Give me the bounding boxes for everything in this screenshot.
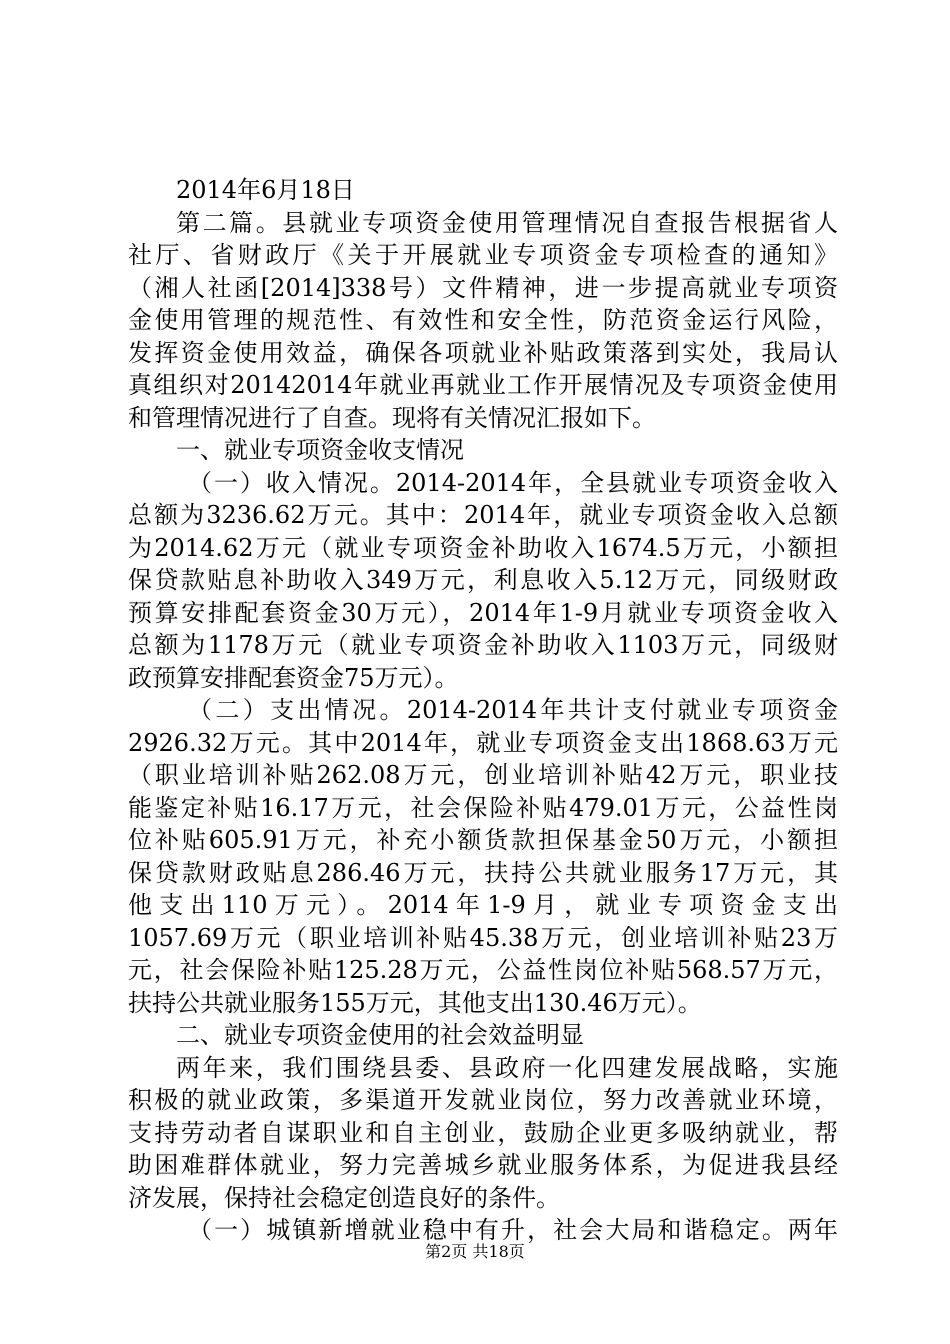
text-line: 两年来，我们围绕县委、县政府一化四建发展战略，实施: [176, 1053, 838, 1082]
text-line: 1057.69万元（职业培训补贴45.38万元，创业培训补贴23万: [128, 923, 838, 952]
text-line: 总额为3236.62万元。其中：2014年，就业专项资金收入总额: [128, 501, 838, 529]
text-line: 济发展，保持社会稳定创造良好的条件。: [128, 1183, 560, 1212]
text-line: 二、就业专项资金使用的社会效益明显: [176, 1021, 584, 1049]
text-line: 和管理情况进行了自查。现将有关情况汇报如下。: [128, 403, 656, 432]
text-line: 为2014.62万元（就业专项资金补助收入1674.5万元，小额担: [128, 533, 838, 562]
text-line: 第二篇。县就业专项资金使用管理情况自查报告根据省人: [176, 208, 838, 237]
text-line: 预算安排配套资金30万元），2014年1-9月就业专项资金收入: [128, 598, 838, 627]
text-line: 社厅、省财政厅《关于开展就业专项资金专项检查的通知》: [128, 241, 838, 269]
text-line: 支持劳动者自谋职业和自主创业，鼓励企业更多吸纳就业，帮: [128, 1118, 838, 1147]
text-line: 2926.32万元。其中2014年，就业专项资金支出1868.63万元: [128, 728, 838, 757]
text-line: 发挥资金使用效益，确保各项就业补贴政策落到实处，我局认: [128, 338, 838, 367]
text-line: 他支出110万元）。2014年1-9月，就业专项资金支出: [128, 891, 838, 919]
text-line: （二）支出情况。2014-2014年共计支付就业专项资金: [188, 696, 838, 724]
text-line: 总额为1178万元（就业专项资金补助收入1103万元，同级财: [128, 631, 838, 659]
text-line: （一）收入情况。2014-2014年，全县就业专项资金收入: [188, 468, 838, 497]
text-line: 真组织对20142014年就业再就业工作开展情况及专项资金使用: [128, 371, 838, 399]
text-line: 2014年6月18日: [176, 176, 355, 204]
text-line: （职业培训补贴262.08万元，创业培训补贴42万元，职业技: [128, 761, 838, 789]
document-body: [128, 174, 838, 1247]
page-footer: 第2页 共18页: [425, 1242, 525, 1261]
text-line: 金使用管理的规范性、有效性和安全性，防范资金运行风险，: [128, 306, 838, 334]
text-line: 一、就业专项资金收支情况: [176, 436, 464, 464]
text-line: 助困难群体就业，努力完善城乡就业服务体系，为促进我县经: [128, 1151, 838, 1179]
text-line: 扶持公共就业服务155万元，其他支出130.46万元）。: [128, 988, 702, 1017]
text-line: 积极的就业政策，多渠道开发就业岗位，努力改善就业环境，: [128, 1086, 838, 1114]
text-line: 能鉴定补贴16.17万元，社会保险补贴479.01万元，公益性岗: [128, 793, 838, 822]
text-line: 元，社会保险补贴125.28万元，公益性岗位补贴568.57万元，: [128, 956, 838, 984]
text-line: 保贷款贴息补助收入349万元，利息收入5.12万元，同级财政: [128, 566, 838, 594]
text-line: 政预算安排配套资金75万元）。: [128, 663, 459, 692]
text-line: 位补贴605.91万元，补充小额货款担保基金50万元，小额担: [128, 826, 838, 854]
text-line: （一）城镇新增就业稳中有升，社会大局和谐稳定。两年: [188, 1216, 838, 1244]
text-line: （湘人社函[2014]338号）文件精神，进一步提高就业专项资: [128, 273, 838, 302]
text-line: 保贷款财政贴息286.46万元，扶持公共就业服务17万元，其: [128, 858, 838, 887]
